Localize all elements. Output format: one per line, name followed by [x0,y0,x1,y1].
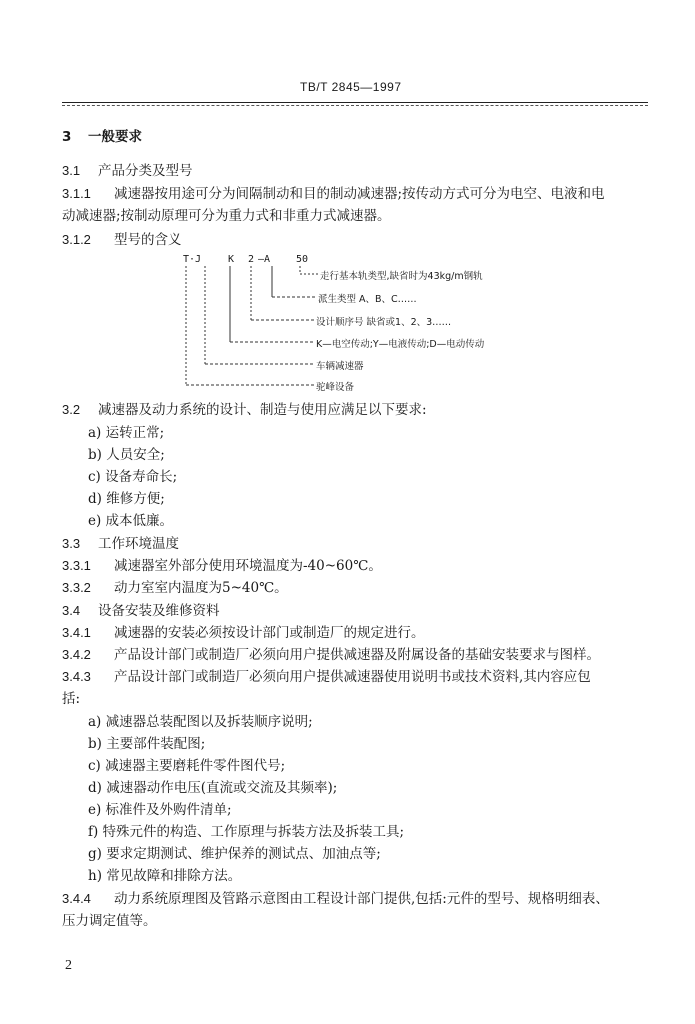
list-item: g) 要求定期测试、维护保养的测试点、加油点等; [88,846,381,862]
section-title: 设备安装及维修资料 [98,603,220,619]
section-title: 工作环境温度 [98,536,179,552]
model-label-hump: 驼峰设备 [316,382,355,393]
clause-text: 压力调定值等。 [62,913,157,929]
model-label-rail-type: 走行基本轨类型,缺省时为43kg/m钢轨 [320,271,483,282]
list-item: e) 标准件及外购件清单; [88,802,232,818]
list-item: h) 常见故障和排除方法。 [88,868,242,884]
clause-text: 产品设计部门或制造厂必须向用户提供减速器及附属设备的基础安装要求与图样。 [114,647,600,663]
clause-3-4-4 [62,890,652,908]
model-code-a: —A [258,254,271,265]
clause-number: 3.4.4 [62,891,91,906]
section-3-4-heading [62,602,652,620]
clause-text: 动力室室内温度为5~40℃。 [114,580,288,596]
list-item: b) 主要部件装配图; [88,736,206,752]
model-code-2: 2 [248,254,255,265]
clause-3-4-1 [62,624,652,642]
section-3-3-heading [62,535,652,553]
section-title: 产品分类及型号 [98,163,193,179]
clause-3-4-4-cont [62,912,652,930]
list-item: a) 减速器总装配图以及拆装顺序说明; [88,714,313,730]
list-item: e) 成本低廉。 [88,513,174,529]
model-label-retarder: 车辆减速器 [316,361,364,372]
clause-text: 括: [62,691,81,707]
clause-number: 3.4.2 [62,647,91,662]
list-item: f) 特殊元件的构造、工作原理与拆装方法及拆装工具; [88,824,405,840]
clause-number: 3.1.1 [62,186,91,201]
clause-text: 减速器按用途可分为间隔制动和目的制动减速器;按传动方式可分为电空、电液和电 [114,186,605,202]
clause-3-2 [62,401,652,419]
model-code-50: 50 [296,254,309,265]
clause-3-3-1 [62,557,652,575]
list-item: c) 减速器主要磨耗件零件图代号; [88,758,286,774]
clause-3-4-3-cont [62,690,652,708]
list-item: d) 维修方便; [88,491,165,507]
section-number: 3.1 [62,163,81,178]
list-item: a) 运转正常; [88,425,165,441]
clause-text: 动力系统原理图及管路示意图由工程设计部门提供,包括:元件的型号、规格明细表、 [114,891,609,907]
clause-text: 减速器及动力系统的设计、制造与使用应满足以下要求: [98,402,427,418]
page-number: 2 [65,958,72,973]
clause-number: 3.4.1 [62,625,91,640]
clause-number: 3.3.2 [62,580,91,595]
clause-text: 减速器室外部分使用环境温度为-40~60℃。 [114,558,382,574]
clause-number: 3.2 [62,402,81,417]
list-item: b) 人员安全; [88,447,165,463]
clause-3-3-2 [62,579,652,597]
section-number: 3 [62,129,72,145]
clause-text: 产品设计部门或制造厂必须向用户提供减速器使用说明书或技术资料,其内容应包 [114,669,591,685]
clause-number: 3.3.1 [62,558,91,573]
standard-number: TB/T 2845—1997 [300,80,402,94]
section-number: 3.4 [62,603,81,618]
clause-3-4-3 [62,668,652,686]
model-label-drive-type: K—电空传动;Y—电液传动;D—电动传动 [316,339,485,350]
list-item: c) 设备寿命长; [88,469,178,485]
clause-3-4-2 [62,646,652,664]
list-item: d) 减速器动作电压(直流或交流及其频率); [88,780,338,796]
clause-text: 减速器的安装必须按设计部门或制造厂的规定进行。 [114,625,425,641]
section-number: 3.3 [62,536,81,551]
section-title: 一般要求 [88,129,142,145]
clause-number: 3.1.2 [62,232,91,247]
model-label-design-seq: 设计顺序号 缺省或1、2、3…… [316,317,452,328]
model-label-derived-type: 派生类型 A、B、C…… [318,294,417,305]
clause-number: 3.4.3 [62,669,91,684]
model-code-tj: T·J [183,254,202,265]
model-code-k: K [228,254,235,265]
clause-title: 型号的含义 [114,232,182,248]
clause-text: 动减速器;按制动原理可分为重力式和非重力式减速器。 [62,208,391,224]
